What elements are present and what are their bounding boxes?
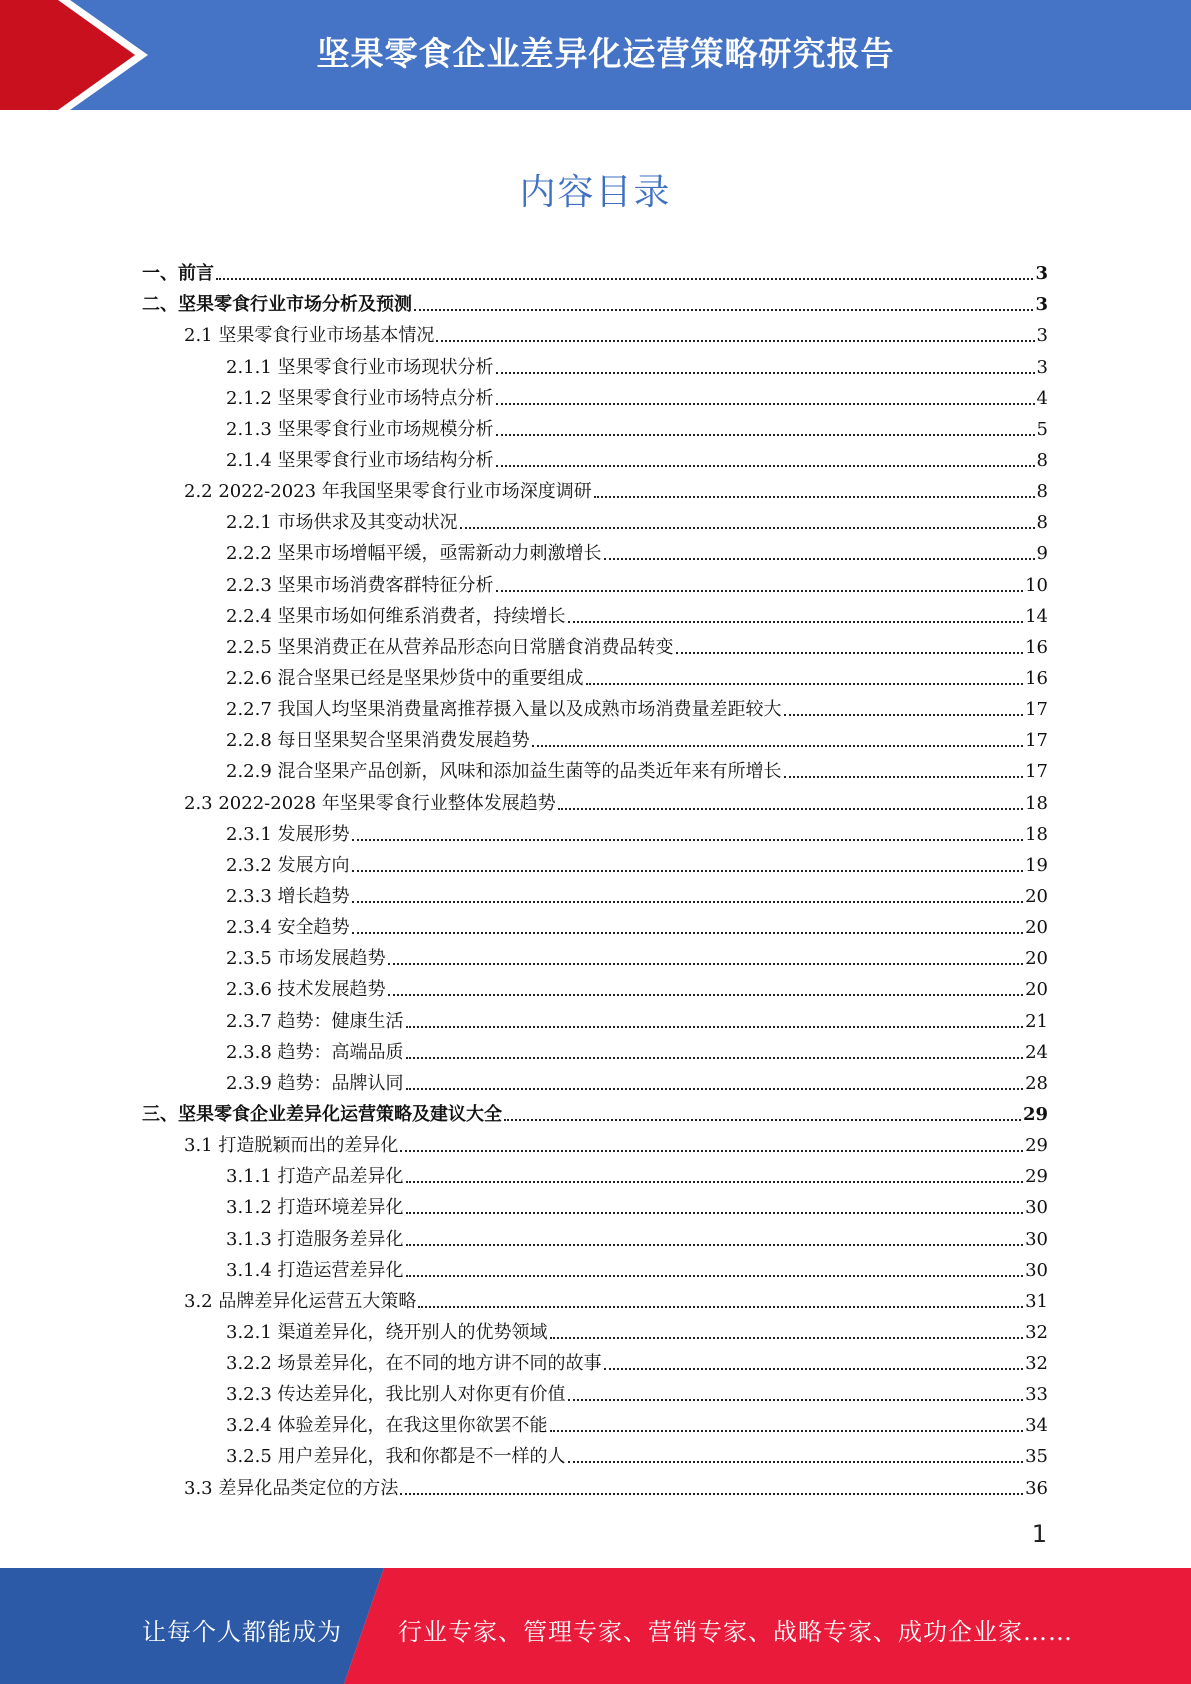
toc-entry-page: 34 <box>1025 1415 1048 1437</box>
toc-dot-leader <box>352 870 1024 872</box>
toc-entry[interactable] <box>142 659 1048 690</box>
toc-entry-page: 14 <box>1025 605 1048 627</box>
toc-entry-page: 17 <box>1025 730 1048 752</box>
toc-dot-leader <box>406 1275 1024 1277</box>
toc-entry-page: 33 <box>1025 1384 1048 1406</box>
toc-dot-leader <box>604 1368 1024 1370</box>
toc-entry-page: 29 <box>1025 1166 1048 1188</box>
toc-dot-leader <box>532 745 1024 747</box>
toc-entry[interactable] <box>142 1437 1048 1468</box>
toc-entry[interactable] <box>142 347 1048 378</box>
toc-dot-leader <box>550 1430 1024 1432</box>
toc-entry[interactable] <box>142 534 1048 565</box>
toc-entry-title: 一、前言 <box>142 263 214 285</box>
toc-entry-title: 2.2.8 每日坚果契合坚果消费发展趋势 <box>226 730 530 752</box>
toc-dot-leader <box>388 963 1024 965</box>
toc-entry[interactable] <box>142 472 1048 503</box>
toc-dot-leader <box>604 558 1035 560</box>
toc-dot-leader <box>784 776 1024 778</box>
toc-entry-page: 32 <box>1025 1353 1048 1375</box>
toc-entry-title: 3.1.1 打造产品差异化 <box>226 1166 404 1188</box>
toc-entry-page: 16 <box>1025 636 1048 658</box>
toc-dot-leader <box>568 621 1024 623</box>
toc-entry-title: 二、坚果零食行业市场分析及预测 <box>142 294 412 316</box>
toc-entry[interactable] <box>142 1406 1048 1437</box>
toc-entry-page: 3 <box>1035 294 1048 316</box>
toc-dot-leader <box>504 1119 1021 1121</box>
toc-entry-page: 28 <box>1025 1072 1048 1094</box>
toc-entry-page: 24 <box>1025 1041 1048 1063</box>
toc-dot-leader <box>436 340 1034 342</box>
toc-entry-title: 2.2.6 混合坚果已经是坚果炒货中的重要组成 <box>226 667 584 689</box>
toc-entry[interactable] <box>142 721 1048 752</box>
toc-entry-title: 3.1.2 打造环境差异化 <box>226 1197 404 1219</box>
toc-entry-title: 2.2 2022-2023 年我国坚果零食行业市场深度调研 <box>184 481 592 503</box>
toc-entry-page: 36 <box>1025 1477 1048 1499</box>
toc-entry[interactable] <box>142 379 1048 410</box>
toc-entry-page: 16 <box>1025 667 1048 689</box>
toc-entry[interactable] <box>142 1064 1048 1095</box>
toc-entry-page: 21 <box>1025 1010 1048 1032</box>
toc-entry-page: 30 <box>1025 1228 1048 1250</box>
toc-entry[interactable] <box>142 1001 1048 1032</box>
toc-entry-title: 2.1.3 坚果零食行业市场规模分析 <box>226 418 494 440</box>
toc-entry-title: 2.3.7 趋势：健康生活 <box>226 1010 404 1032</box>
toc-entry-page: 10 <box>1025 574 1048 596</box>
toc-entry-title: 3.2 品牌差异化运营五大策略 <box>184 1290 417 1312</box>
toc-dot-leader <box>400 1150 1023 1152</box>
toc-entry-page: 8 <box>1036 449 1048 471</box>
toc-dot-leader <box>406 1244 1024 1246</box>
toc-entry-page: 32 <box>1025 1321 1048 1343</box>
toc-entry-title: 3.1.4 打造运营差异化 <box>226 1259 404 1281</box>
toc-entry-title: 2.2.4 坚果市场如何维系消费者，持续增长 <box>226 605 566 627</box>
toc-entry-title: 2.3.4 安全趋势 <box>226 917 350 939</box>
toc-entry-page: 20 <box>1025 948 1048 970</box>
toc-entry[interactable] <box>142 1126 1048 1157</box>
toc-entry-title: 2.3.2 发展方向 <box>226 854 350 876</box>
toc-dot-leader <box>216 278 1033 280</box>
toc-dot-leader <box>568 1461 1024 1463</box>
toc-entry-title: 3.3 差异化品类定位的方法 <box>184 1477 399 1499</box>
toc-entry[interactable] <box>142 846 1048 877</box>
toc-entry-title: 3.1 打造脱颖而出的差异化 <box>184 1135 399 1157</box>
toc-dot-leader <box>568 1399 1024 1401</box>
toc-entry-title: 3.2.5 用户差异化，我和你都是不一样的人 <box>226 1446 566 1468</box>
toc-list <box>142 254 1048 1500</box>
toc-entry[interactable] <box>142 1251 1048 1282</box>
toc-dot-leader <box>414 309 1033 311</box>
toc-dot-leader <box>406 1181 1024 1183</box>
toc-entry-page: 20 <box>1025 979 1048 1001</box>
toc-entry-title: 2.1.1 坚果零食行业市场现状分析 <box>226 356 494 378</box>
toc-entry-title: 2.3 2022-2028 年坚果零食行业整体发展趋势 <box>184 792 556 814</box>
toc-entry-title: 2.2.7 我国人均坚果消费量离推荐摄入量以及成熟市场消费量差距较大 <box>226 699 782 721</box>
toc-entry[interactable] <box>142 970 1048 1001</box>
header-banner <box>0 0 1191 110</box>
toc-entry-title: 2.2.2 坚果市场增幅平缓，亟需新动力刺激增长 <box>226 543 602 565</box>
toc-entry-page: 18 <box>1025 792 1048 814</box>
toc-dot-leader <box>352 932 1024 934</box>
footer-slogan-right: 行业专家、管理专家、营销专家、战略专家、成功企业家…… <box>398 1618 1073 1646</box>
toc-entry-page: 9 <box>1036 543 1048 565</box>
toc-entry[interactable] <box>142 1157 1048 1188</box>
toc-dot-leader <box>558 808 1023 810</box>
toc-entry-title: 2.2.5 坚果消费正在从营养品形态向日常膳食消费品转变 <box>226 636 674 658</box>
toc-entry-title: 3.2.2 场景差异化，在不同的地方讲不同的故事 <box>226 1353 602 1375</box>
toc-entry[interactable] <box>142 752 1048 783</box>
toc-entry-page: 8 <box>1036 481 1048 503</box>
toc-entry-title: 2.2.9 混合坚果产品创新，风味和添加益生菌等的品类近年来有所增长 <box>226 761 782 783</box>
toc-entry[interactable] <box>142 1313 1048 1344</box>
toc-entry[interactable] <box>142 410 1048 441</box>
toc-entry-title: 2.3.8 趋势：高端品质 <box>226 1041 404 1063</box>
toc-entry-title: 2.1.4 坚果零食行业市场结构分析 <box>226 449 494 471</box>
toc-dot-leader <box>594 496 1035 498</box>
toc-entry[interactable] <box>142 1219 1048 1250</box>
toc-entry[interactable] <box>142 815 1048 846</box>
toc-entry-page: 17 <box>1025 699 1048 721</box>
toc-entry-title: 2.3.9 趋势：品牌认同 <box>226 1072 404 1094</box>
toc-dot-leader <box>406 1026 1024 1028</box>
toc-entry-page: 29 <box>1025 1135 1048 1157</box>
toc-entry-page: 18 <box>1025 823 1048 845</box>
toc-entry-title: 3.2.3 传达差异化，我比别人对你更有价值 <box>226 1384 566 1406</box>
toc-entry-page: 5 <box>1036 418 1048 440</box>
toc-entry[interactable] <box>142 939 1048 970</box>
toc-entry-page: 3 <box>1035 263 1048 285</box>
toc-dot-leader <box>784 714 1024 716</box>
toc-dot-leader <box>496 465 1035 467</box>
toc-entry[interactable] <box>142 316 1048 347</box>
toc-dot-leader <box>406 1212 1024 1214</box>
toc-entry[interactable] <box>142 1468 1048 1499</box>
toc-entry-title: 2.2.3 坚果市场消费客群特征分析 <box>226 574 494 596</box>
toc-entry-title: 3.2.4 体验差异化，在我这里你欲罢不能 <box>226 1415 548 1437</box>
toc-entry-title: 2.3.3 增长趋势 <box>226 885 350 907</box>
toc-entry[interactable] <box>142 1188 1048 1219</box>
footer-banner <box>0 1568 1191 1684</box>
toc-entry-page: 8 <box>1036 512 1048 534</box>
toc-entry[interactable] <box>142 254 1048 285</box>
toc-entry-title: 2.3.5 市场发展趋势 <box>226 948 386 970</box>
toc-dot-leader <box>418 1306 1023 1308</box>
toc-entry-page: 3 <box>1036 356 1048 378</box>
report-title: 坚果零食企业差异化运营策略研究报告 <box>316 34 895 73</box>
toc-entry-page: 17 <box>1025 761 1048 783</box>
toc-dot-leader <box>496 372 1035 374</box>
toc-heading: 内容目录 <box>519 172 672 213</box>
toc-entry[interactable] <box>142 565 1048 596</box>
toc-entry[interactable] <box>142 1375 1048 1406</box>
toc-entry-title: 3.1.3 打造服务差异化 <box>226 1228 404 1250</box>
toc-entry-page: 29 <box>1022 1103 1048 1125</box>
toc-dot-leader <box>352 839 1024 841</box>
toc-entry[interactable] <box>142 877 1048 908</box>
toc-entry-page: 31 <box>1025 1290 1048 1312</box>
toc-entry[interactable] <box>142 1033 1048 1064</box>
toc-dot-leader <box>460 527 1035 529</box>
toc-entry-page: 30 <box>1025 1197 1048 1219</box>
toc-entry-title: 2.2.1 市场供求及其变动状况 <box>226 512 458 534</box>
toc-entry[interactable] <box>142 597 1048 628</box>
toc-entry[interactable] <box>142 783 1048 814</box>
toc-entry[interactable] <box>142 1095 1048 1126</box>
toc-entry[interactable] <box>142 1344 1048 1375</box>
toc-dot-leader <box>496 434 1035 436</box>
toc-entry-title: 3.2.1 渠道差异化，绕开别人的优势领域 <box>226 1321 548 1343</box>
toc-dot-leader <box>496 590 1024 592</box>
toc-dot-leader <box>406 1088 1024 1090</box>
toc-entry[interactable] <box>142 1282 1048 1313</box>
toc-entry-page: 20 <box>1025 917 1048 939</box>
toc-entry[interactable] <box>142 503 1048 534</box>
toc-entry-title: 2.3.1 发展形势 <box>226 823 350 845</box>
toc-entry[interactable] <box>142 628 1048 659</box>
toc-dot-leader <box>352 901 1024 903</box>
toc-entry[interactable] <box>142 690 1048 721</box>
toc-entry-page: 30 <box>1025 1259 1048 1281</box>
toc-entry-title: 2.3.6 技术发展趋势 <box>226 979 386 1001</box>
footer-slogan-left: 让每个人都能成为 <box>142 1618 342 1646</box>
toc-entry-page: 3 <box>1036 325 1048 347</box>
page-number: 1 <box>1031 1520 1047 1548</box>
toc-entry-page: 4 <box>1036 387 1048 409</box>
toc-entry[interactable] <box>142 441 1048 472</box>
toc-dot-leader <box>400 1493 1023 1495</box>
toc-entry-title: 2.1.2 坚果零食行业市场特点分析 <box>226 387 494 409</box>
toc-dot-leader <box>586 683 1024 685</box>
toc-entry-title: 2.1 坚果零食行业市场基本情况 <box>184 325 435 347</box>
toc-entry[interactable] <box>142 908 1048 939</box>
toc-dot-leader <box>388 994 1024 996</box>
toc-entry-title: 三、坚果零食企业差异化运营策略及建议大全 <box>142 1103 502 1125</box>
toc-entry-page: 19 <box>1025 854 1048 876</box>
toc-dot-leader <box>676 652 1024 654</box>
toc-entry[interactable] <box>142 285 1048 316</box>
toc-entry-page: 35 <box>1025 1446 1048 1468</box>
toc-entry-page: 20 <box>1025 885 1048 907</box>
toc-dot-leader <box>496 403 1035 405</box>
toc-dot-leader <box>550 1337 1024 1339</box>
toc-dot-leader <box>406 1057 1024 1059</box>
